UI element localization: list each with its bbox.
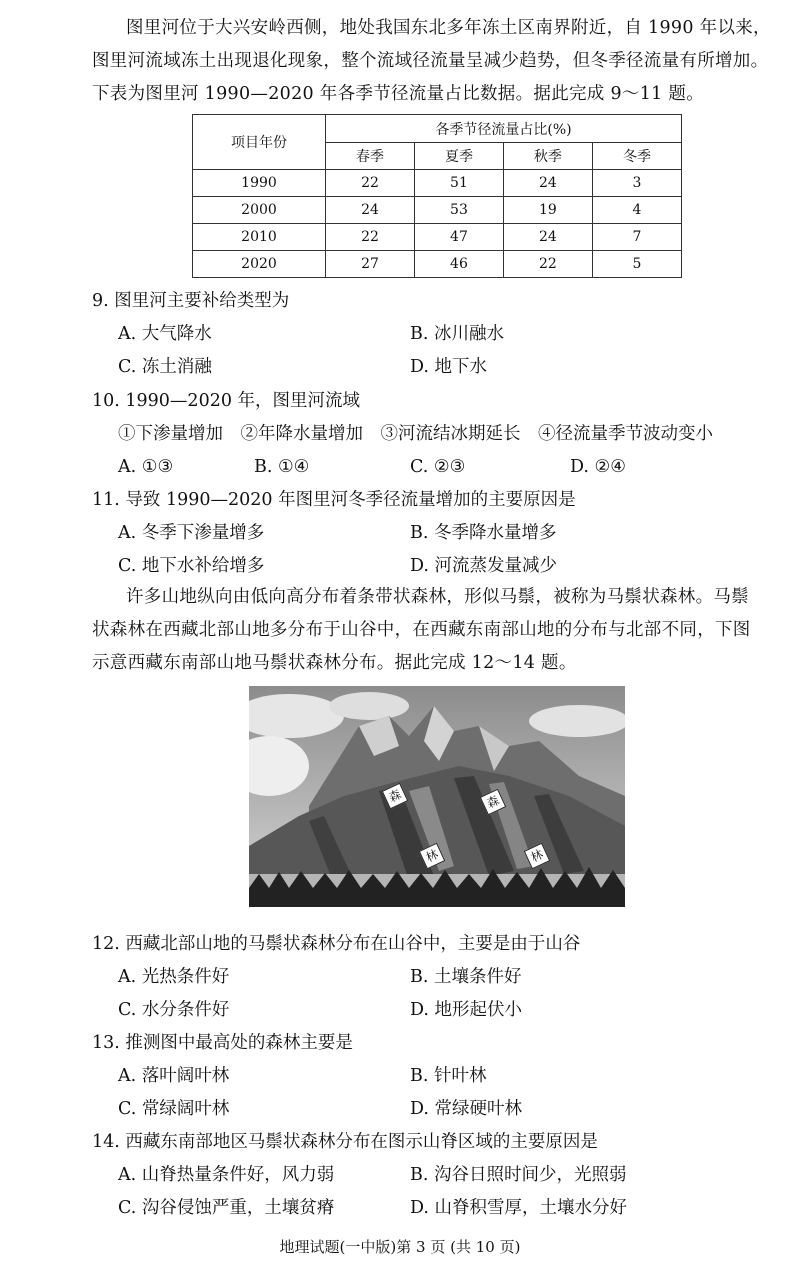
table-corner-header: 项目年份 <box>193 115 326 170</box>
q11-option-d[interactable]: D. 河流蒸发量减少 <box>410 556 558 576</box>
q13-option-b[interactable]: B. 针叶林 <box>410 1066 487 1086</box>
q10-statements: ①下渗量增加 ②年降水量增加 ③河流结冰期延长 ④径流量季节波动变小 <box>118 424 713 444</box>
forest-label: 林 <box>419 843 446 870</box>
season-header: 冬季 <box>592 143 681 170</box>
year-cell: 2010 <box>193 224 326 251</box>
mountain-illustration <box>249 686 625 907</box>
season-header: 秋季 <box>503 143 592 170</box>
season-header: 春季 <box>326 143 415 170</box>
value-cell: 5 <box>592 251 681 278</box>
value-cell: 51 <box>414 170 503 197</box>
q11-option-a[interactable]: A. 冬季下渗量增多 <box>118 523 265 543</box>
table-row <box>193 251 682 278</box>
q14-option-b[interactable]: B. 沟谷日照时间少，光照弱 <box>410 1165 627 1185</box>
value-cell: 22 <box>326 224 415 251</box>
q12-option-a[interactable]: A. 光热条件好 <box>118 967 230 987</box>
value-cell: 4 <box>592 197 681 224</box>
year-cell: 2000 <box>193 197 326 224</box>
question-14-stem: 14. 西藏东南部地区马鬃状森林分布在图示山脊区域的主要原因是 <box>92 1132 598 1152</box>
q9-option-a[interactable]: A. 大气降水 <box>118 324 212 344</box>
value-cell: 24 <box>326 197 415 224</box>
q14-option-c[interactable]: C. 沟谷侵蚀严重，土壤贫瘠 <box>118 1198 335 1218</box>
intro2-line-3: 示意西藏东南部山地马鬃状森林分布。据此完成 12～14 题。 <box>92 653 577 673</box>
q10-option-c[interactable]: C. ②③ <box>410 457 466 477</box>
question-10-stem: 10. 1990—2020 年，图里河流域 <box>92 391 361 411</box>
page-footer: 地理试题(一中版)第 3 页 (共 10 页) <box>279 1238 521 1256</box>
value-cell: 24 <box>503 224 592 251</box>
year-cell: 1990 <box>193 170 326 197</box>
forest-label: 森 <box>382 783 409 810</box>
q12-option-b[interactable]: B. 土壤条件好 <box>410 967 522 987</box>
q13-option-a[interactable]: A. 落叶阔叶林 <box>118 1066 230 1086</box>
q10-option-b[interactable]: B. ①④ <box>254 457 310 477</box>
value-cell: 47 <box>414 224 503 251</box>
q9-option-c[interactable]: C. 冻土消融 <box>118 357 212 377</box>
q10-option-d[interactable]: D. ②④ <box>570 457 626 477</box>
forest-label: 林 <box>524 843 551 870</box>
question-13-stem: 13. 推测图中最高处的森林主要是 <box>92 1033 353 1053</box>
intro1-line-1: 图里河位于大兴安岭西侧，地处我国东北多年冻土区南界附近，自 1990 年以来， <box>126 18 771 38</box>
value-cell: 19 <box>503 197 592 224</box>
q14-option-a[interactable]: A. 山脊热量条件好，风力弱 <box>118 1165 335 1185</box>
value-cell: 46 <box>414 251 503 278</box>
q11-option-b[interactable]: B. 冬季降水量增多 <box>410 523 557 543</box>
q13-option-d[interactable]: D. 常绿硬叶林 <box>410 1099 523 1119</box>
intro-paragraph-1 <box>92 12 782 111</box>
q9-option-b[interactable]: B. 冰川融水 <box>410 324 504 344</box>
q12-option-d[interactable]: D. 地形起伏小 <box>410 1000 523 1020</box>
question-11-stem: 11. 导致 1990—2020 年图里河冬季径流量增加的主要原因是 <box>92 490 576 510</box>
value-cell: 3 <box>592 170 681 197</box>
value-cell: 22 <box>326 170 415 197</box>
season-header: 夏季 <box>414 143 503 170</box>
q10-option-a[interactable]: A. ①③ <box>118 457 174 477</box>
value-cell: 24 <box>503 170 592 197</box>
forest-label: 森 <box>480 789 507 816</box>
table-row <box>193 170 682 197</box>
value-cell: 27 <box>326 251 415 278</box>
intro-paragraph-2 <box>92 581 782 680</box>
intro1-line-3: 下表为图里河 1990—2020 年各季节径流量占比数据。据此完成 9～11 题。 <box>92 84 705 104</box>
intro1-line-2: 图里河流域冻土出现退化现象，整个流域径流量呈减少趋势，但冬季径流量有所增加。 <box>92 51 769 71</box>
intro2-line-1: 许多山地纵向由低向高分布着条带状森林，形似马鬃，被称为马鬃状森林。马鬃 <box>126 587 749 607</box>
table-row <box>193 197 682 224</box>
value-cell: 7 <box>592 224 681 251</box>
year-cell: 2020 <box>193 251 326 278</box>
question-12-stem: 12. 西藏北部山地的马鬃状森林分布在山谷中，主要是由于山谷 <box>92 934 581 954</box>
runoff-table <box>192 114 682 278</box>
q9-option-d[interactable]: D. 地下水 <box>410 357 488 377</box>
mountain-forest-photo <box>249 686 625 907</box>
intro2-line-2: 状森林在西藏北部山地多分布于山谷中，在西藏东南部山地的分布与北部不同，下图 <box>92 620 751 640</box>
value-cell: 22 <box>503 251 592 278</box>
q13-option-c[interactable]: C. 常绿阔叶林 <box>118 1099 230 1119</box>
table-row <box>193 224 682 251</box>
q11-option-c[interactable]: C. 地下水补给增多 <box>118 556 265 576</box>
q14-option-d[interactable]: D. 山脊积雪厚，土壤水分好 <box>410 1198 628 1218</box>
value-cell: 53 <box>414 197 503 224</box>
question-9-stem: 9. 图里河主要补给类型为 <box>92 291 290 311</box>
table-group-header: 各季节径流量占比(%) <box>326 115 682 143</box>
q12-option-c[interactable]: C. 水分条件好 <box>118 1000 230 1020</box>
